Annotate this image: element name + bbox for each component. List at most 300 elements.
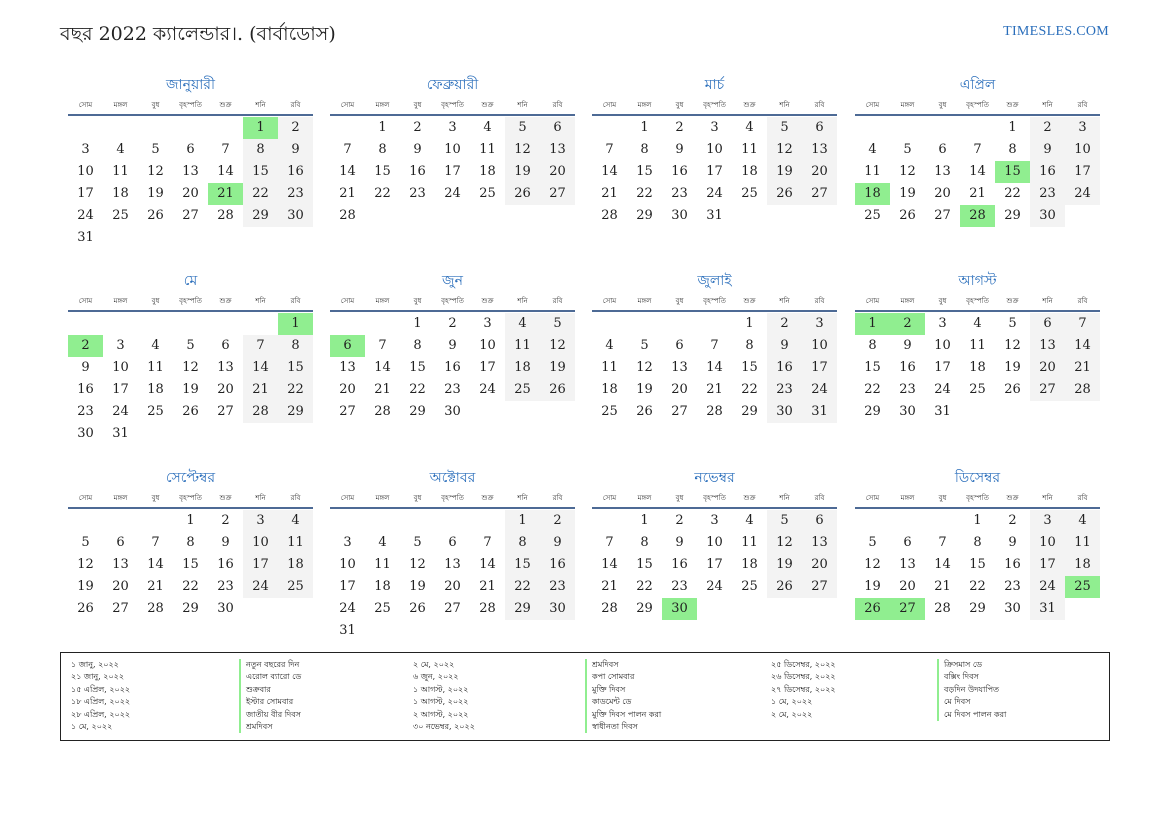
day-cell[interactable]: 3 [448, 120, 457, 135]
day-cell[interactable]: 7 [343, 142, 352, 157]
day-cell[interactable]: 20 [540, 161, 575, 183]
day-cell[interactable]: 5 [903, 142, 912, 157]
day-cell[interactable]: 7 [243, 335, 278, 357]
day-cell[interactable]: 19 [77, 579, 94, 594]
holiday-day-cell[interactable]: 6 [330, 335, 365, 357]
day-cell[interactable]: 17 [243, 554, 278, 576]
day-cell[interactable]: 5 [186, 338, 195, 353]
day-cell[interactable]: 27 [802, 183, 837, 205]
day-cell[interactable]: 24 [934, 382, 951, 397]
day-cell[interactable]: 24 [243, 576, 278, 598]
day-cell[interactable]: 29 [505, 598, 540, 620]
day-cell[interactable]: 24 [77, 208, 94, 223]
day-cell[interactable]: 9 [278, 139, 313, 161]
day-cell[interactable]: 8 [243, 139, 278, 161]
day-cell[interactable]: 4 [378, 535, 387, 550]
day-cell[interactable]: 13 [540, 139, 575, 161]
day-cell[interactable]: 5 [413, 535, 422, 550]
day-cell[interactable]: 16 [77, 382, 94, 397]
day-cell[interactable]: 6 [675, 338, 684, 353]
day-cell[interactable]: 11 [278, 532, 313, 554]
day-cell[interactable]: 15 [864, 360, 881, 375]
day-cell[interactable]: 25 [147, 404, 164, 419]
day-cell[interactable]: 21 [243, 379, 278, 401]
day-cell[interactable]: 14 [339, 164, 356, 179]
day-cell[interactable]: 12 [77, 557, 94, 572]
day-cell[interactable]: 19 [1004, 360, 1021, 375]
day-cell[interactable]: 29 [969, 601, 986, 616]
day-cell[interactable]: 25 [969, 382, 986, 397]
day-cell[interactable]: 27 [934, 208, 951, 223]
day-cell[interactable]: 23 [671, 186, 688, 201]
day-cell[interactable]: 6 [540, 117, 575, 139]
day-cell[interactable]: 11 [505, 335, 540, 357]
day-cell[interactable]: 30 [671, 208, 688, 223]
day-cell[interactable]: 14 [706, 360, 723, 375]
day-cell[interactable]: 30 [278, 205, 313, 227]
day-cell[interactable]: 2 [540, 510, 575, 532]
day-cell[interactable]: 20 [1030, 357, 1065, 379]
day-cell[interactable]: 8 [378, 142, 387, 157]
day-cell[interactable]: 8 [186, 535, 195, 550]
day-cell[interactable]: 10 [706, 142, 723, 157]
day-cell[interactable]: 28 [217, 208, 234, 223]
holiday-day-cell[interactable]: 27 [890, 598, 925, 620]
day-cell[interactable]: 12 [767, 139, 802, 161]
day-cell[interactable]: 22 [636, 186, 653, 201]
day-cell[interactable]: 24 [706, 579, 723, 594]
day-cell[interactable]: 27 [802, 576, 837, 598]
day-cell[interactable]: 28 [243, 401, 278, 423]
day-cell[interactable]: 15 [409, 360, 426, 375]
day-cell[interactable]: 30 [1004, 601, 1021, 616]
holiday-day-cell[interactable]: 21 [208, 183, 243, 205]
day-cell[interactable]: 20 [182, 186, 199, 201]
day-cell[interactable]: 23 [1030, 183, 1065, 205]
day-cell[interactable]: 8 [413, 338, 422, 353]
day-cell[interactable]: 22 [182, 579, 199, 594]
day-cell[interactable]: 21 [147, 579, 164, 594]
day-cell[interactable]: 3 [938, 316, 947, 331]
day-cell[interactable]: 18 [1065, 554, 1100, 576]
day-cell[interactable]: 20 [802, 554, 837, 576]
day-cell[interactable]: 17 [112, 382, 129, 397]
day-cell[interactable]: 4 [1065, 510, 1100, 532]
day-cell[interactable]: 4 [868, 142, 877, 157]
day-cell[interactable]: 22 [864, 382, 881, 397]
day-cell[interactable]: 2 [221, 513, 230, 528]
day-cell[interactable]: 3 [81, 142, 90, 157]
holiday-day-cell[interactable]: 2 [890, 313, 925, 335]
day-cell[interactable]: 15 [969, 557, 986, 572]
day-cell[interactable]: 21 [601, 186, 618, 201]
day-cell[interactable]: 25 [112, 208, 129, 223]
day-cell[interactable]: 5 [640, 338, 649, 353]
day-cell[interactable]: 2 [448, 316, 457, 331]
day-cell[interactable]: 21 [706, 382, 723, 397]
day-cell[interactable]: 15 [182, 557, 199, 572]
day-cell[interactable]: 7 [483, 535, 492, 550]
day-cell[interactable]: 9 [221, 535, 230, 550]
day-cell[interactable]: 5 [81, 535, 90, 550]
day-cell[interactable]: 19 [864, 579, 881, 594]
holiday-day-cell[interactable]: 30 [662, 598, 697, 620]
day-cell[interactable]: 18 [278, 554, 313, 576]
day-cell[interactable]: 31 [77, 230, 94, 245]
day-cell[interactable]: 11 [112, 164, 129, 179]
day-cell[interactable]: 10 [1030, 532, 1065, 554]
day-cell[interactable]: 14 [1065, 335, 1100, 357]
day-cell[interactable]: 16 [899, 360, 916, 375]
day-cell[interactable]: 16 [540, 554, 575, 576]
day-cell[interactable]: 5 [151, 142, 160, 157]
day-cell[interactable]: 12 [540, 335, 575, 357]
day-cell[interactable]: 24 [1030, 576, 1065, 598]
day-cell[interactable]: 17 [339, 579, 356, 594]
day-cell[interactable]: 27 [1030, 379, 1065, 401]
day-cell[interactable]: 1 [1008, 120, 1017, 135]
day-cell[interactable]: 7 [710, 338, 719, 353]
day-cell[interactable]: 9 [675, 142, 684, 157]
day-cell[interactable]: 11 [601, 360, 618, 375]
day-cell[interactable]: 11 [969, 338, 986, 353]
day-cell[interactable]: 28 [601, 208, 618, 223]
day-cell[interactable]: 22 [374, 186, 391, 201]
day-cell[interactable]: 17 [1065, 161, 1100, 183]
day-cell[interactable]: 12 [899, 164, 916, 179]
day-cell[interactable]: 5 [868, 535, 877, 550]
day-cell[interactable]: 12 [505, 139, 540, 161]
day-cell[interactable]: 16 [671, 557, 688, 572]
day-cell[interactable]: 19 [409, 579, 426, 594]
day-cell[interactable]: 19 [767, 161, 802, 183]
day-cell[interactable]: 26 [767, 576, 802, 598]
day-cell[interactable]: 19 [540, 357, 575, 379]
day-cell[interactable]: 18 [479, 164, 496, 179]
day-cell[interactable]: 29 [864, 404, 881, 419]
day-cell[interactable]: 23 [278, 183, 313, 205]
day-cell[interactable]: 1 [413, 316, 422, 331]
day-cell[interactable]: 9 [448, 338, 457, 353]
day-cell[interactable]: 30 [217, 601, 234, 616]
day-cell[interactable]: 22 [1004, 186, 1021, 201]
day-cell[interactable]: 11 [374, 557, 391, 572]
day-cell[interactable]: 30 [1030, 205, 1065, 227]
day-cell[interactable]: 3 [1030, 510, 1065, 532]
day-cell[interactable]: 27 [339, 404, 356, 419]
day-cell[interactable]: 8 [278, 335, 313, 357]
day-cell[interactable]: 3 [116, 338, 125, 353]
day-cell[interactable]: 16 [409, 164, 426, 179]
day-cell[interactable]: 11 [479, 142, 496, 157]
day-cell[interactable]: 19 [147, 186, 164, 201]
day-cell[interactable]: 13 [112, 557, 129, 572]
day-cell[interactable]: 24 [706, 186, 723, 201]
day-cell[interactable]: 13 [1030, 335, 1065, 357]
day-cell[interactable]: 2 [767, 313, 802, 335]
day-cell[interactable]: 19 [899, 186, 916, 201]
day-cell[interactable]: 27 [671, 404, 688, 419]
day-cell[interactable]: 26 [540, 379, 575, 401]
day-cell[interactable]: 17 [77, 186, 94, 201]
day-cell[interactable]: 28 [601, 601, 618, 616]
day-cell[interactable]: 5 [1008, 316, 1017, 331]
day-cell[interactable]: 25 [479, 186, 496, 201]
day-cell[interactable]: 25 [601, 404, 618, 419]
day-cell[interactable]: 21 [339, 186, 356, 201]
day-cell[interactable]: 14 [601, 164, 618, 179]
day-cell[interactable]: 18 [601, 382, 618, 397]
day-cell[interactable]: 18 [505, 357, 540, 379]
day-cell[interactable]: 29 [636, 208, 653, 223]
day-cell[interactable]: 14 [601, 557, 618, 572]
day-cell[interactable]: 23 [217, 579, 234, 594]
day-cell[interactable]: 26 [182, 404, 199, 419]
day-cell[interactable]: 10 [479, 338, 496, 353]
day-cell[interactable]: 20 [671, 382, 688, 397]
day-cell[interactable]: 20 [339, 382, 356, 397]
day-cell[interactable]: 25 [278, 576, 313, 598]
day-cell[interactable]: 22 [278, 379, 313, 401]
day-cell[interactable]: 10 [444, 142, 461, 157]
day-cell[interactable]: 1 [640, 513, 649, 528]
day-cell[interactable]: 23 [1004, 579, 1021, 594]
day-cell[interactable]: 11 [741, 142, 758, 157]
day-cell[interactable]: 21 [1065, 357, 1100, 379]
day-cell[interactable]: 16 [767, 357, 802, 379]
day-cell[interactable]: 21 [374, 382, 391, 397]
day-cell[interactable]: 12 [182, 360, 199, 375]
day-cell[interactable]: 15 [636, 557, 653, 572]
day-cell[interactable]: 27 [444, 601, 461, 616]
day-cell[interactable]: 4 [116, 142, 125, 157]
holiday-day-cell[interactable]: 1 [278, 313, 313, 335]
day-cell[interactable]: 8 [973, 535, 982, 550]
day-cell[interactable]: 11 [864, 164, 881, 179]
day-cell[interactable]: 9 [1030, 139, 1065, 161]
day-cell[interactable]: 4 [505, 313, 540, 335]
day-cell[interactable]: 17 [934, 360, 951, 375]
day-cell[interactable]: 17 [802, 357, 837, 379]
day-cell[interactable]: 14 [934, 557, 951, 572]
day-cell[interactable]: 27 [112, 601, 129, 616]
day-cell[interactable]: 29 [636, 601, 653, 616]
day-cell[interactable]: 16 [671, 164, 688, 179]
day-cell[interactable]: 30 [767, 401, 802, 423]
day-cell[interactable]: 15 [636, 164, 653, 179]
day-cell[interactable]: 4 [483, 120, 492, 135]
day-cell[interactable]: 26 [147, 208, 164, 223]
day-cell[interactable]: 12 [409, 557, 426, 572]
day-cell[interactable]: 31 [112, 426, 129, 441]
day-cell[interactable]: 6 [186, 142, 195, 157]
day-cell[interactable]: 10 [112, 360, 129, 375]
day-cell[interactable]: 7 [973, 142, 982, 157]
day-cell[interactable]: 19 [636, 382, 653, 397]
day-cell[interactable]: 21 [601, 579, 618, 594]
day-cell[interactable]: 21 [934, 579, 951, 594]
day-cell[interactable]: 28 [374, 404, 391, 419]
day-cell[interactable]: 4 [151, 338, 160, 353]
day-cell[interactable]: 7 [151, 535, 160, 550]
day-cell[interactable]: 3 [483, 316, 492, 331]
site-link[interactable]: TIMESLES.COM [1003, 24, 1109, 39]
day-cell[interactable]: 22 [636, 579, 653, 594]
day-cell[interactable]: 28 [1065, 379, 1100, 401]
day-cell[interactable]: 8 [505, 532, 540, 554]
day-cell[interactable]: 29 [1004, 208, 1021, 223]
day-cell[interactable]: 22 [969, 579, 986, 594]
day-cell[interactable]: 2 [413, 120, 422, 135]
day-cell[interactable]: 25 [505, 379, 540, 401]
day-cell[interactable]: 13 [339, 360, 356, 375]
day-cell[interactable]: 27 [182, 208, 199, 223]
day-cell[interactable]: 20 [934, 186, 951, 201]
day-cell[interactable]: 27 [217, 404, 234, 419]
day-cell[interactable]: 14 [243, 357, 278, 379]
day-cell[interactable]: 31 [1030, 598, 1065, 620]
day-cell[interactable]: 2 [1030, 117, 1065, 139]
day-cell[interactable]: 17 [706, 557, 723, 572]
day-cell[interactable]: 12 [147, 164, 164, 179]
day-cell[interactable]: 4 [745, 120, 754, 135]
holiday-day-cell[interactable]: 1 [243, 117, 278, 139]
day-cell[interactable]: 20 [444, 579, 461, 594]
day-cell[interactable]: 16 [217, 557, 234, 572]
day-cell[interactable]: 14 [147, 557, 164, 572]
day-cell[interactable]: 23 [540, 576, 575, 598]
day-cell[interactable]: 27 [540, 183, 575, 205]
day-cell[interactable]: 15 [278, 357, 313, 379]
day-cell[interactable]: 13 [802, 532, 837, 554]
day-cell[interactable]: 19 [182, 382, 199, 397]
day-cell[interactable]: 31 [934, 404, 951, 419]
day-cell[interactable]: 23 [767, 379, 802, 401]
day-cell[interactable]: 24 [802, 379, 837, 401]
day-cell[interactable]: 28 [934, 601, 951, 616]
day-cell[interactable]: 13 [802, 139, 837, 161]
day-cell[interactable]: 9 [540, 532, 575, 554]
day-cell[interactable]: 8 [868, 338, 877, 353]
day-cell[interactable]: 8 [1008, 142, 1017, 157]
day-cell[interactable]: 26 [1004, 382, 1021, 397]
day-cell[interactable]: 5 [767, 117, 802, 139]
day-cell[interactable]: 13 [217, 360, 234, 375]
day-cell[interactable]: 30 [444, 404, 461, 419]
day-cell[interactable]: 25 [374, 601, 391, 616]
day-cell[interactable]: 9 [81, 360, 90, 375]
day-cell[interactable]: 4 [745, 513, 754, 528]
day-cell[interactable]: 29 [182, 601, 199, 616]
day-cell[interactable]: 7 [938, 535, 947, 550]
day-cell[interactable]: 24 [339, 601, 356, 616]
day-cell[interactable]: 15 [741, 360, 758, 375]
day-cell[interactable]: 17 [479, 360, 496, 375]
day-cell[interactable]: 23 [444, 382, 461, 397]
day-cell[interactable]: 24 [444, 186, 461, 201]
holiday-day-cell[interactable]: 25 [1065, 576, 1100, 598]
day-cell[interactable]: 29 [409, 404, 426, 419]
day-cell[interactable]: 17 [1030, 554, 1065, 576]
day-cell[interactable]: 6 [802, 117, 837, 139]
day-cell[interactable]: 28 [147, 601, 164, 616]
day-cell[interactable]: 11 [1065, 532, 1100, 554]
day-cell[interactable]: 29 [741, 404, 758, 419]
day-cell[interactable]: 19 [505, 161, 540, 183]
day-cell[interactable]: 13 [444, 557, 461, 572]
day-cell[interactable]: 15 [505, 554, 540, 576]
day-cell[interactable]: 13 [934, 164, 951, 179]
day-cell[interactable]: 18 [741, 164, 758, 179]
holiday-day-cell[interactable]: 2 [68, 335, 103, 357]
day-cell[interactable]: 21 [479, 579, 496, 594]
day-cell[interactable]: 3 [243, 510, 278, 532]
day-cell[interactable]: 9 [903, 338, 912, 353]
day-cell[interactable]: 26 [767, 183, 802, 205]
day-cell[interactable]: 10 [802, 335, 837, 357]
holiday-day-cell[interactable]: 18 [855, 183, 890, 205]
day-cell[interactable]: 2 [675, 120, 684, 135]
day-cell[interactable]: 30 [77, 426, 94, 441]
day-cell[interactable]: 18 [112, 186, 129, 201]
day-cell[interactable]: 6 [938, 142, 947, 157]
day-cell[interactable]: 21 [969, 186, 986, 201]
day-cell[interactable]: 8 [640, 535, 649, 550]
day-cell[interactable]: 1 [378, 120, 387, 135]
day-cell[interactable]: 9 [1008, 535, 1017, 550]
day-cell[interactable]: 19 [767, 554, 802, 576]
day-cell[interactable]: 9 [767, 335, 802, 357]
day-cell[interactable]: 22 [409, 382, 426, 397]
day-cell[interactable]: 26 [899, 208, 916, 223]
day-cell[interactable]: 7 [605, 142, 614, 157]
day-cell[interactable]: 18 [969, 360, 986, 375]
day-cell[interactable]: 17 [706, 164, 723, 179]
day-cell[interactable]: 10 [77, 164, 94, 179]
day-cell[interactable]: 12 [1004, 338, 1021, 353]
day-cell[interactable]: 10 [339, 557, 356, 572]
day-cell[interactable]: 28 [479, 601, 496, 616]
day-cell[interactable]: 7 [221, 142, 230, 157]
day-cell[interactable]: 13 [671, 360, 688, 375]
day-cell[interactable]: 20 [802, 161, 837, 183]
day-cell[interactable]: 6 [802, 510, 837, 532]
day-cell[interactable]: 20 [899, 579, 916, 594]
day-cell[interactable]: 6 [221, 338, 230, 353]
day-cell[interactable]: 20 [112, 579, 129, 594]
day-cell[interactable]: 10 [243, 532, 278, 554]
day-cell[interactable]: 18 [147, 382, 164, 397]
holiday-day-cell[interactable]: 26 [855, 598, 890, 620]
day-cell[interactable]: 6 [448, 535, 457, 550]
day-cell[interactable]: 12 [767, 532, 802, 554]
day-cell[interactable]: 16 [278, 161, 313, 183]
day-cell[interactable]: 17 [444, 164, 461, 179]
day-cell[interactable]: 26 [77, 601, 94, 616]
day-cell[interactable]: 10 [1065, 139, 1100, 161]
day-cell[interactable]: 31 [706, 208, 723, 223]
holiday-day-cell[interactable]: 28 [960, 205, 995, 227]
day-cell[interactable]: 3 [710, 513, 719, 528]
day-cell[interactable]: 15 [243, 161, 278, 183]
day-cell[interactable]: 4 [605, 338, 614, 353]
holiday-day-cell[interactable]: 1 [855, 313, 890, 335]
day-cell[interactable]: 3 [343, 535, 352, 550]
day-cell[interactable]: 16 [444, 360, 461, 375]
day-cell[interactable]: 26 [505, 183, 540, 205]
day-cell[interactable]: 5 [540, 313, 575, 335]
day-cell[interactable]: 2 [675, 513, 684, 528]
